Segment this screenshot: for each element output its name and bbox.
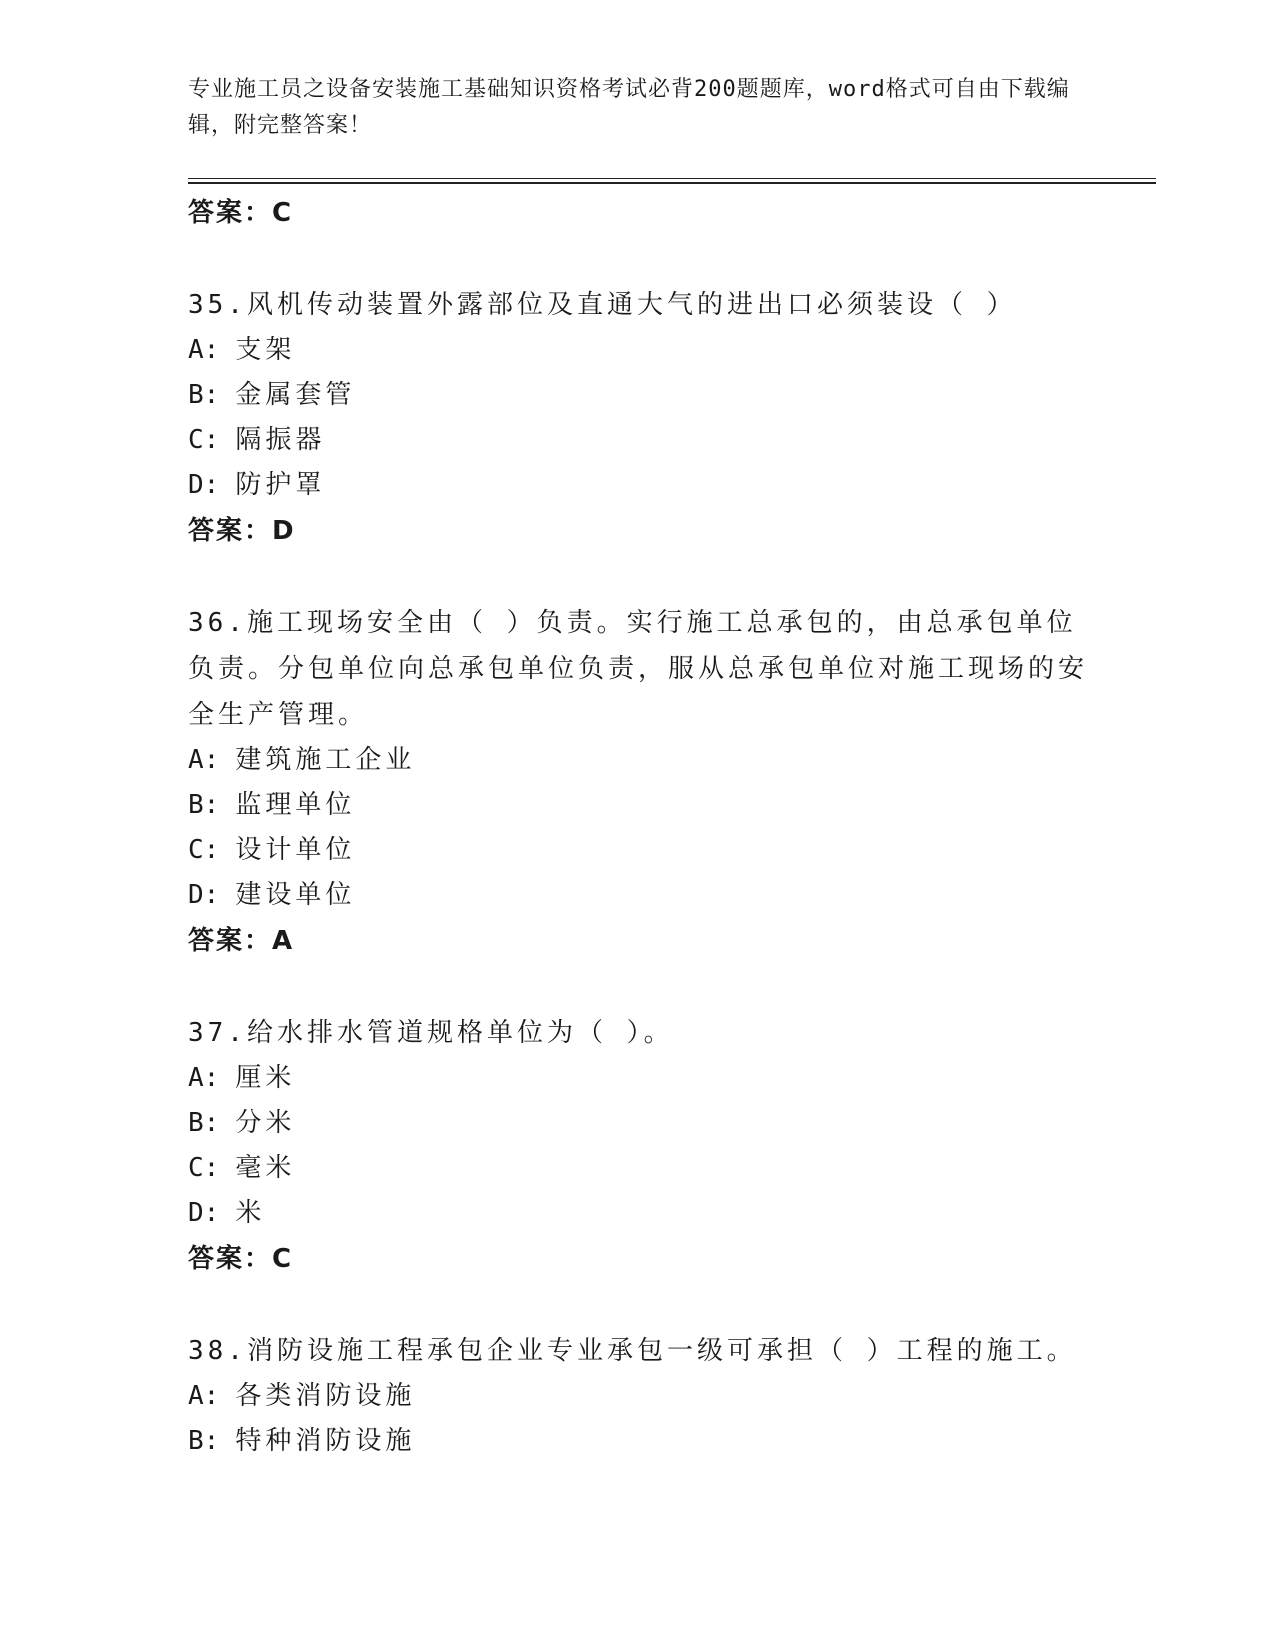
answer-label: 答案： xyxy=(188,198,273,228)
option-text: 设计单位 xyxy=(235,835,356,865)
option-key: D: xyxy=(188,880,220,910)
header-divider-thick xyxy=(188,182,1156,184)
header-divider-thin xyxy=(188,178,1156,179)
option-text: 各类消防设施 xyxy=(235,1381,416,1411)
answer-line xyxy=(188,918,1088,964)
answer-label: 答案： xyxy=(188,926,273,956)
document-body xyxy=(188,190,1088,1464)
option-text: 分米 xyxy=(235,1108,296,1138)
option-key: A: xyxy=(188,1381,220,1411)
answer-label: 答案： xyxy=(188,1244,273,1274)
option-c xyxy=(188,828,1088,873)
option-a xyxy=(188,738,1088,783)
option-key: B: xyxy=(188,1108,220,1138)
answer-value: D xyxy=(272,516,294,546)
option-text: 建筑施工企业 xyxy=(235,745,416,775)
option-a xyxy=(188,1056,1088,1101)
answer-line xyxy=(188,508,1088,554)
option-key: C: xyxy=(188,835,220,865)
answer-value: C xyxy=(272,1244,292,1274)
option-key: B: xyxy=(188,790,220,820)
option-b xyxy=(188,373,1088,418)
option-d xyxy=(188,463,1088,508)
option-text: 监理单位 xyxy=(235,790,356,820)
option-text: 米 xyxy=(235,1198,266,1228)
option-text: 金属套管 xyxy=(235,380,356,410)
question-35 xyxy=(188,282,1088,554)
option-key: D: xyxy=(188,470,220,500)
option-key: C: xyxy=(188,1153,220,1183)
option-a xyxy=(188,1374,1088,1419)
option-key: A: xyxy=(188,335,220,365)
option-key: C: xyxy=(188,425,220,455)
option-d xyxy=(188,1191,1088,1236)
question-text: 38.消防设施工程承包企业专业承包一级可承担（ ）工程的施工。 xyxy=(188,1336,1077,1366)
option-b xyxy=(188,1419,1088,1464)
question-text: 35.风机传动装置外露部位及直通大气的进出口必须装设（ ） xyxy=(188,290,1017,320)
option-a xyxy=(188,328,1088,373)
answer-value: C xyxy=(272,198,292,228)
option-text: 特种消防设施 xyxy=(235,1426,416,1456)
option-text: 防护罩 xyxy=(235,470,326,500)
question-text: 36.施工现场安全由（ ）负责。实行施工总承包的，由总承包单位负责。分包单位向总承包单位负责，服从总承包单位对施工现场的安全生产管理。 xyxy=(188,608,1089,730)
option-key: B: xyxy=(188,1426,220,1456)
option-text: 隔振器 xyxy=(235,425,326,455)
option-text: 厘米 xyxy=(235,1063,296,1093)
document-header: 专业施工员之设备安装施工基础知识资格考试必背200题题库，word格式可自由下载编辑，附完整答案！ xyxy=(188,77,1070,138)
option-c xyxy=(188,1146,1088,1191)
answer-line xyxy=(188,1236,1088,1282)
question-38 xyxy=(188,1328,1088,1464)
option-key: A: xyxy=(188,1063,220,1093)
option-b xyxy=(188,783,1088,828)
question-36 xyxy=(188,600,1088,964)
option-b xyxy=(188,1101,1088,1146)
option-c xyxy=(188,418,1088,463)
option-key: A: xyxy=(188,745,220,775)
option-text: 毫米 xyxy=(235,1153,296,1183)
question-37 xyxy=(188,1010,1088,1282)
option-text: 支架 xyxy=(235,335,296,365)
option-d xyxy=(188,873,1088,918)
answer-label: 答案： xyxy=(188,516,273,546)
option-key: D: xyxy=(188,1198,220,1228)
question-text: 37.给水排水管道规格单位为（ ）。 xyxy=(188,1018,674,1048)
answer-line xyxy=(188,190,1088,236)
option-text: 建设单位 xyxy=(235,880,356,910)
answer-value: A xyxy=(272,926,293,956)
option-key: B: xyxy=(188,380,220,410)
